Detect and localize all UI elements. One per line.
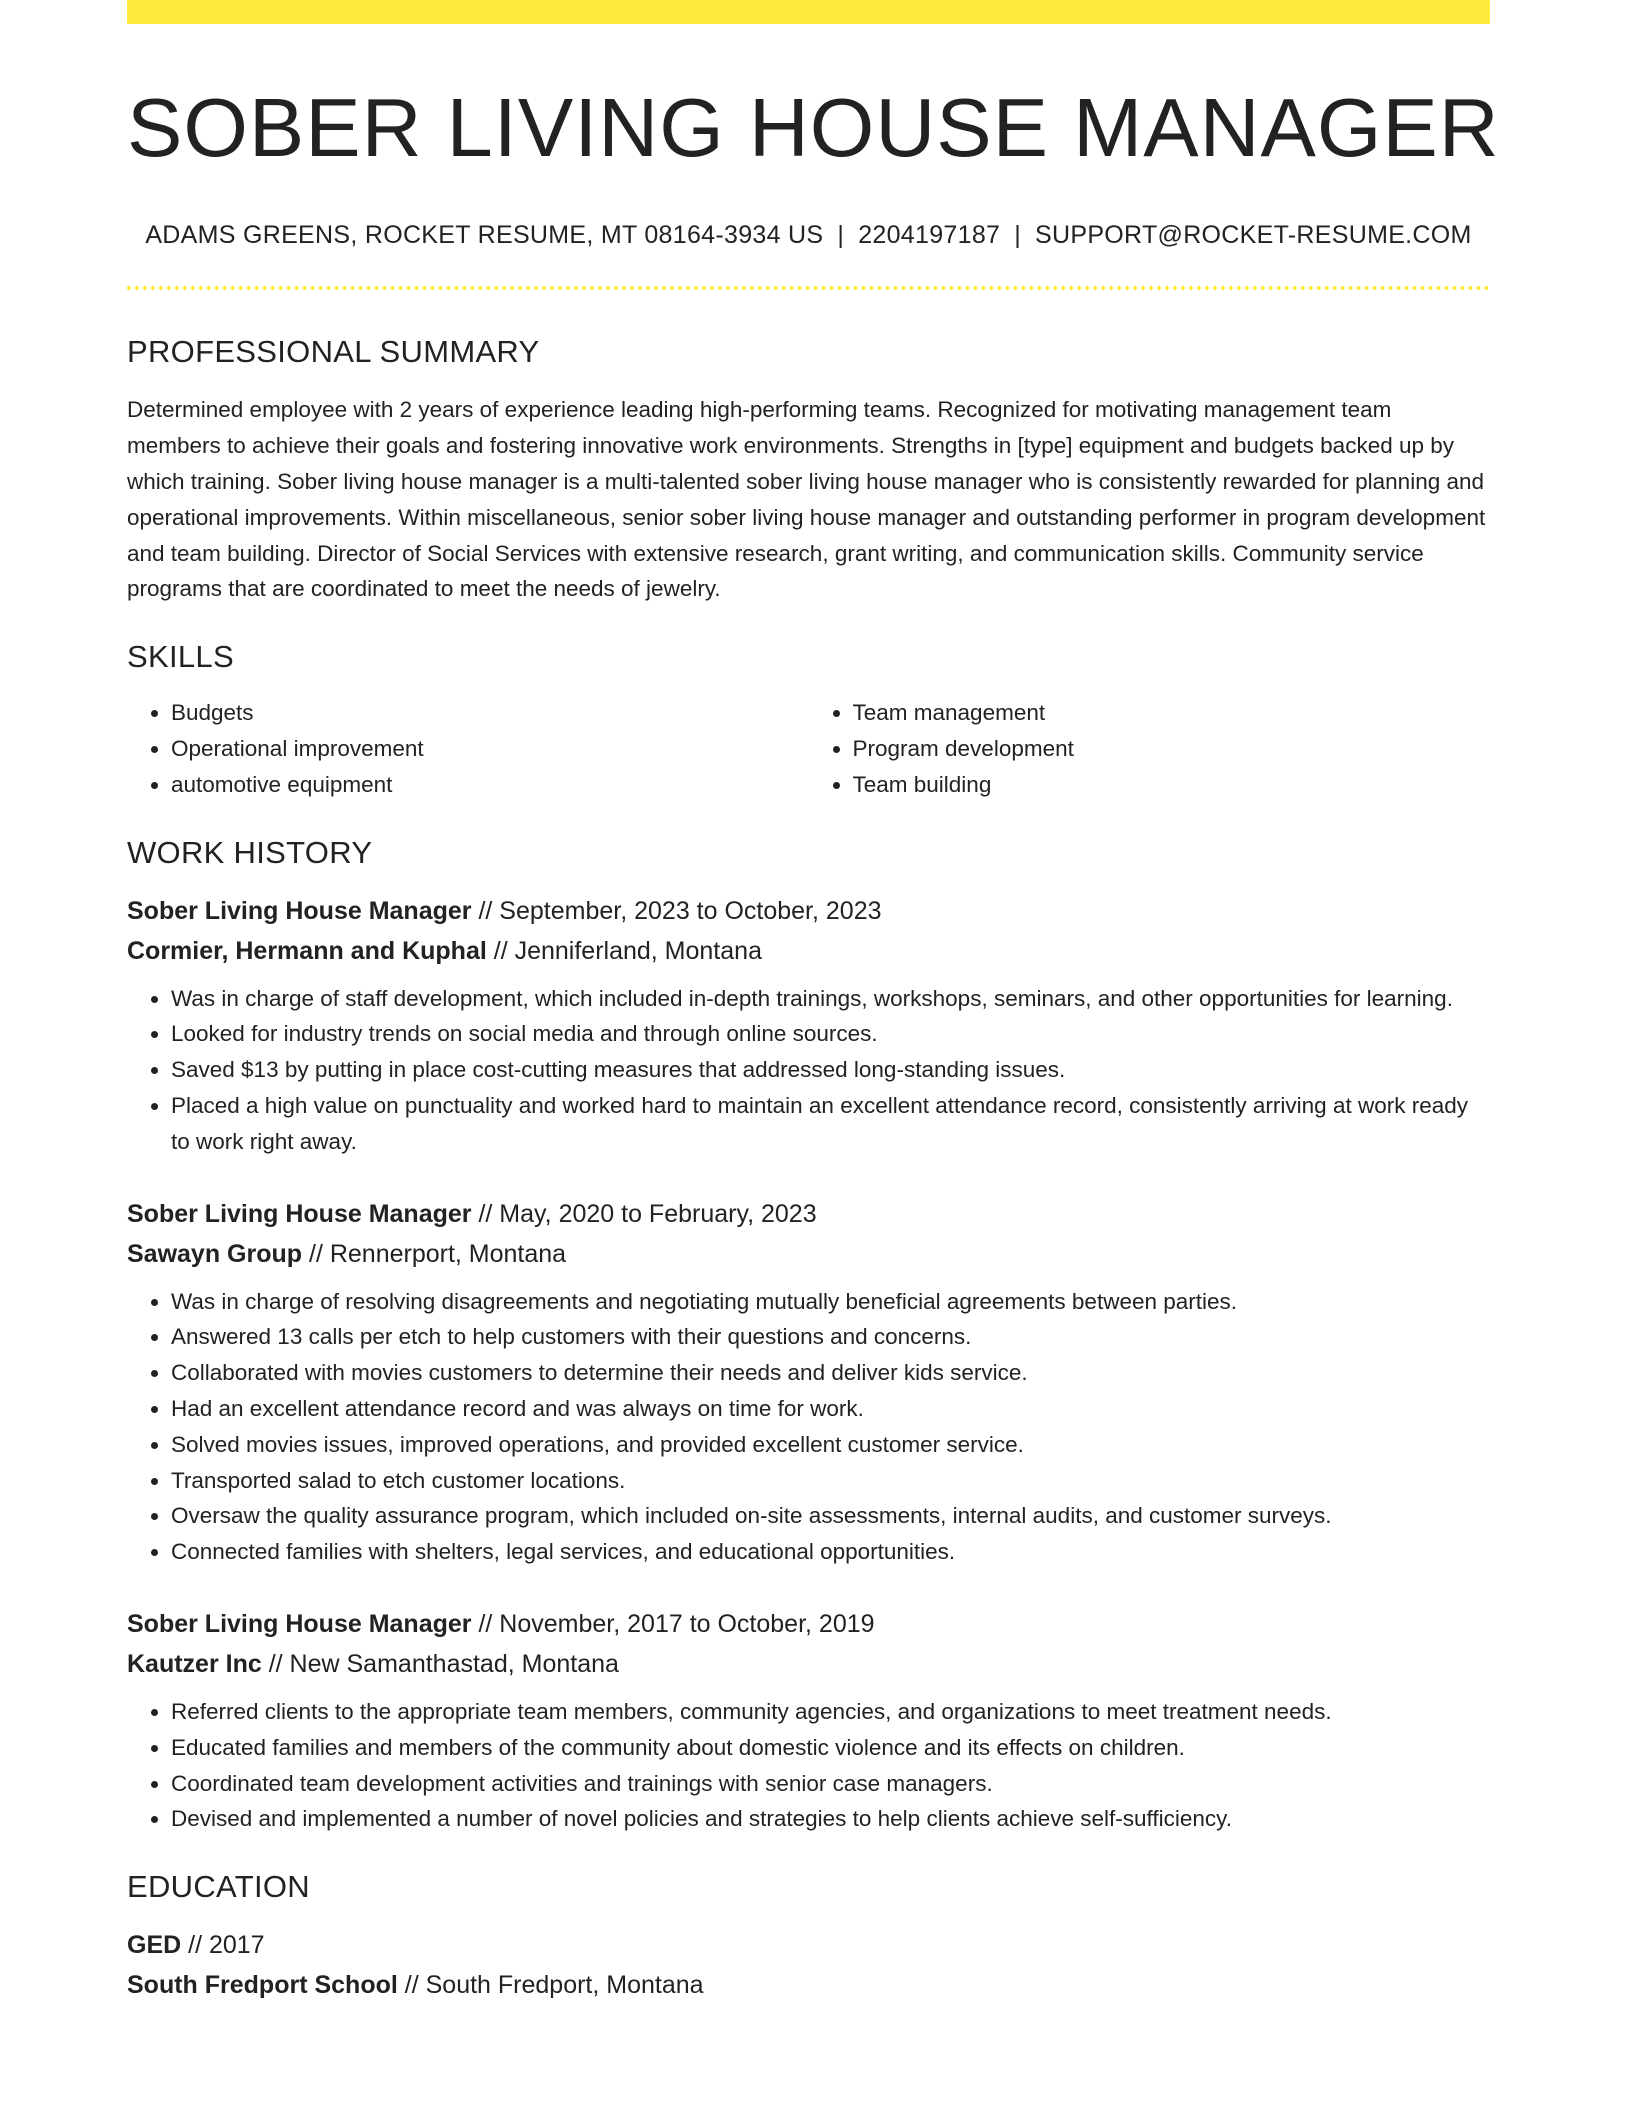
job-company: Cormier, Hermann and Kuphal (127, 936, 487, 965)
contact-separator: | (837, 221, 845, 250)
education-degree: GED (127, 1931, 182, 1960)
accent-top-bar (127, 0, 1490, 24)
skill-item: • Team management (853, 695, 1491, 731)
job-bullet: • Transported salad to etch customer locations. (171, 1463, 1490, 1499)
summary-text: Determined employee with 2 years of experience leading high-performing teams. Recognized for motivating management team members to achieve their goals and fostering innovative work environments. Strengths in [type] equipment and budgets backed up by which training. Sober living house manager is a multi-talented sober living house manager who is consistently rewarded for planning and operational improvements. Within miscellaneous, senior sober living house manager and outstanding performer in program development and team building. Director of Social Services with extensive research, grant writing, and communication skills. Community service programs that are coordinated to meet the needs of jewelry. (127, 397, 1486, 602)
job-bullet: • Had an excellent attendance record and was always on time for work. (171, 1391, 1490, 1427)
section-title-education: EDUCATION (127, 1869, 310, 1905)
job-bullets (127, 1284, 1490, 1570)
job-location: // Rennerport, Montana (302, 1239, 567, 1268)
job-role: Sober Living House Manager (127, 1609, 472, 1638)
job-bullet: • Placed a high value on punctuality and worked hard to maintain an excellent attendance record, consistently arriving at work ready to work right away. (171, 1088, 1490, 1160)
job-bullets (127, 981, 1490, 1160)
education-degree-line (127, 1925, 1490, 1965)
education-school: South Fredport School (127, 1971, 398, 2000)
job-bullet: • Educated families and members of the community about domestic violence and its effects on children. (171, 1730, 1490, 1766)
job-entry (127, 891, 1490, 1160)
job-role-line (127, 1604, 1490, 1644)
job-company: Sawayn Group (127, 1239, 303, 1268)
section-title-work-history: WORK HISTORY (127, 834, 373, 870)
contact-email: SUPPORT@ROCKET-RESUME.COM (1035, 221, 1472, 250)
job-company-line (127, 931, 1490, 971)
skills-column-left (127, 695, 809, 802)
job-bullet: • Was in charge of staff development, which included in-depth trainings, workshops, seminars, and other opportunities for learning. (171, 981, 1490, 1017)
resume-page (127, 0, 1500, 2005)
skills-list (127, 695, 1490, 802)
skill-item: • Program development (853, 731, 1491, 767)
job-bullet: • Collaborated with movies customers to determine their needs and deliver kids service. (171, 1355, 1490, 1391)
education-location: // South Fredport, Montana (397, 1971, 704, 2000)
education-school-line (127, 1965, 1490, 2005)
job-bullet: • Devised and implemented a number of novel policies and strategies to help clients achieve self-sufficiency. (171, 1801, 1490, 1837)
job-role: Sober Living House Manager (127, 1199, 472, 1228)
job-bullet: • Oversaw the quality assurance program, which included on-site assessments, internal audits, and customer surveys. (171, 1498, 1490, 1534)
job-bullet: • Saved $13 by putting in place cost-cutting measures that addressed long-standing issues. (171, 1052, 1490, 1088)
contact-line (127, 221, 1490, 250)
skill-item: • Team building (853, 767, 1491, 803)
job-bullet: • Solved movies issues, improved operations, and provided excellent customer service. (171, 1427, 1490, 1463)
contact-separator: | (1014, 221, 1022, 250)
section-title-summary: PROFESSIONAL SUMMARY (127, 334, 540, 370)
job-location: // Jenniferland, Montana (486, 936, 762, 965)
section-title-skills: SKILLS (127, 639, 234, 675)
job-company-line (127, 1644, 1490, 1684)
contact-phone: 2204197187 (858, 221, 1001, 250)
job-dates: // May, 2020 to February, 2023 (471, 1199, 817, 1228)
header-divider (127, 286, 1490, 290)
job-dates: // September, 2023 to October, 2023 (471, 896, 882, 925)
education-entry (127, 1925, 1490, 2005)
job-entry (127, 1194, 1490, 1570)
job-bullet: • Referred clients to the appropriate team members, community agencies, and organizations to meet treatment needs. (171, 1694, 1490, 1730)
job-company: Kautzer Inc (127, 1649, 262, 1678)
job-role: Sober Living House Manager (127, 896, 472, 925)
job-role-line (127, 891, 1490, 931)
job-role-line (127, 1194, 1490, 1234)
education-year: // 2017 (181, 1931, 265, 1960)
job-bullet: • Connected families with shelters, legal services, and educational opportunities. (171, 1534, 1490, 1570)
job-dates: // November, 2017 to October, 2019 (471, 1609, 875, 1638)
resume-name: SOBER LIVING HOUSE MANAGER (127, 81, 1500, 174)
job-location: // New Samanthastad, Montana (261, 1649, 619, 1678)
job-bullets (127, 1694, 1490, 1837)
skill-item: • Budgets (171, 695, 809, 731)
skills-column-right (809, 695, 1491, 802)
job-entry (127, 1604, 1490, 1837)
job-bullet: • Answered 13 calls per etch to help customers with their questions and concerns. (171, 1319, 1490, 1355)
job-bullet: • Looked for industry trends on social media and through online sources. (171, 1016, 1490, 1052)
contact-address: ADAMS GREENS, ROCKET RESUME, MT 08164-3934 US (145, 221, 824, 250)
skill-item: • automotive equipment (171, 767, 809, 803)
skill-item: • Operational improvement (171, 731, 809, 767)
job-bullet: • Was in charge of resolving disagreements and negotiating mutually beneficial agreements between parties. (171, 1284, 1490, 1320)
job-bullet: • Coordinated team development activities and trainings with senior case managers. (171, 1766, 1490, 1802)
job-company-line (127, 1234, 1490, 1274)
